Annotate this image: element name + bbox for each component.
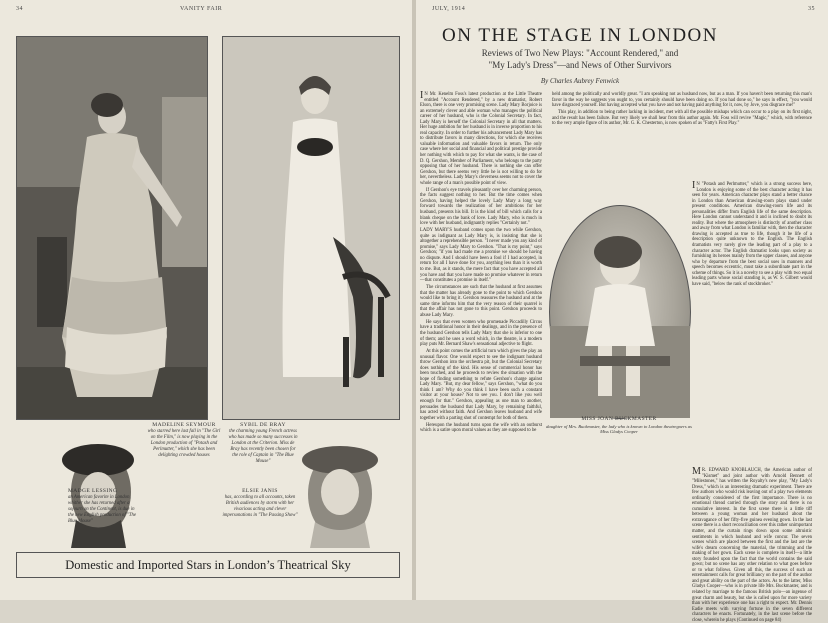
figure-joan-buckmaster (550, 206, 690, 418)
caption-text: daughter of Mrs. Buckmaster, the lady who is known to London theatregoers as Miss Gladys Cooper (546, 423, 692, 434)
photo-elsie-janis (300, 430, 398, 548)
paragraph: LADY MARY'S husband comes upon the two while Gershon, quite as indignant as Lady Mary is, is insisting that she is altogether a reprehensible person. "I never made you any kind of promise," says Lady Mary to Gershon. "That is my point," says Gershon; "if you had made me a promise we should be having no dispute. And I should have been a fool if I had accepted, in return for all I have done for you, anything less than it is worth to me. But, as it stands, the mere fact that you have accepted all you have and that you have made no promise whatever in return—that constitutes a promise in itself." (420, 228, 542, 284)
figure-madeline-seymour (17, 37, 207, 419)
right-folio-number: 35 (808, 6, 815, 12)
left-folio-number: 34 (16, 6, 23, 12)
figure-sybil-de-bray (223, 37, 399, 419)
caption-text: has, according to all accounts, taken British audiences by storm with her vivacious acting and clever impersonations in "The Passing Show" (222, 495, 298, 518)
caption-madge-lessing (68, 488, 138, 525)
caption-name: MADELINE SEYMOUR (152, 422, 216, 428)
photo-madeline-seymour (16, 36, 208, 420)
caption-text: an American favorite in London, whither she has returned after a sojourn on the Continent, is due in the new English production of "The Blue Mouse" (68, 495, 137, 524)
paragraph: I N "Potash and Perlmutter," which is a strong success here, London is enjoying some of the best character acting it has seen for years. American character plays stand a better chance in London than American drawing-room plays stand under present conditions. American drawing-room life and its personalities differ from English life of the same description. Here London cannot understand it and is inclined to doubt its reality. But where the atmosphere is distinctly of another class and away from what London is familiar with, then the character drawing is accepted as true to life, though it be life of a description quite unknown to the English. The English dramatists very rarely give the leading part of a play to a character actor. The English dramatist looks upon society as furnishing its heroes mainly from the upper classes, and anyone who by departure from the best social uses in manners and speech becomes eccentric, must take a subordinate part in the scheme of things. So it is a novelty to see a play with two equal leading parts whose social standing is, as W. S. Gilbert would have said, "below the rank of stockbroker." (692, 180, 812, 287)
paragraph: held among the politically and worldly great. "I am speaking not as husband now, but as a man. If you haven't been returning this man's favor in the way he suggests you ought to, you certainly should have been doing so. If you had done so," he says in effect, "you would have disgraced yourself. But having accepted what you have and not having paid anything for it, now, by Jove, you disgrace me!" (552, 92, 812, 109)
article-column-2-continued (552, 440, 684, 593)
article-subtitle (425, 47, 735, 71)
caption-text: who starred here last fall in "The Girl on the Film," is now playing in the London production of "Potash and Perlmutter," which she has been delighting crowded houses (147, 429, 221, 458)
left-page (0, 0, 412, 600)
left-page-title-banner: Domestic and Imported Stars in London’s Theatrical Sky (16, 552, 400, 578)
drop-cap: I (420, 90, 424, 101)
drop-cap: I (692, 180, 696, 191)
article-column-1 (420, 92, 542, 592)
caption-sybil-de-bray (228, 422, 298, 465)
article-column-2-right (692, 182, 812, 472)
paragraph: He says that even women who promenade Piccadilly Circus have a traditional honor in their dealings, and in the presence of the husband Gershon tells Lady Mary that she is inferior to one of them; and he uses a word which, in the theatre, is a modern play puts Mr. Bernard Shaw's sensational adjective to flight. (420, 319, 542, 348)
paragraph: I N Mr. Kenelm Foss's latest production at the Little Theatre entitled "Account Rendered," by a new dramatist, Robert Elson, there is one very promising scene. Lady Mary Borjoice is an extremely clever and able woman who manages the political career of her husband, who is the Colonial Secretary. In fact, Lady Mary is herself the Colonial Secretary in all that matters. Her huge ambition for her husband is in inverse proportion to his real capacity. In order to further his advancement Lady Mary has to distribute favors in many directions, for which she receives valuable information and valuable favors in return. The only case where her social and financial and political prestige provide her nothing with which to pay for what she wants, is the case of D. Q. Gershon, Member of Parliament, who belongs to the party opposing that of her husband. There is nothing she can offer Gershon, but there seems very little he is not willing to do for her, nevertheless. Lady Mary's cleverness seems not to cover the whole range of a man's possible point of view. (420, 90, 542, 186)
paragraph: This play, in addition to being rather lacking in incident, met with all the possible mishaps which can occur to a play on its first night, and the result has been failure. But very likely we shall hear from this author again. Mr. Foss will revive "Magic," which, with reference to the very ample figure of its author, Mr. G. K. Chesterton, is now spoken of as "Fatty's First Play." (552, 110, 812, 127)
paragraph: At this point comes the artificial turn which gives the play an unusual flavor. One would expect to see the indignant husband throw Gershon into the orchestra pit, but the Colonial Secretary does nothing of the kind. His sense of commercial honor has been touched, and he proceeds to review the situation with the hope of finding something to refute Gershon's charge against Lady Mary. "But, my dear fellow," says Gershon, "what do you think I am? Why do you think I have been such a constant visitor at your house? Not to see you. I don't like you well enough for that." Gershon, appealing as one man to another, persuades the husband that Lady Mary, by remaining faithful, has acted without faith. And Gershon leaves husband and wife together with a parting shot of contempt for both of them. (420, 349, 542, 421)
right-folio-date: JULY, 1914 (432, 6, 466, 12)
drop-cap: M (692, 466, 701, 477)
caption-name: ELSIE JANIS (242, 488, 278, 494)
subtitle-line-1: Reviews of Two New Plays: "Account Rendered," and (481, 48, 679, 58)
caption-madeline-seymour (146, 422, 222, 459)
caption-name: MADGE LESSING (68, 488, 118, 494)
left-folio-magazine: VANITY FAIR (180, 6, 223, 12)
oval-photo-caption (545, 417, 693, 435)
paragraph: Hereupon the husband turns upon the wife with an outburst which is a satire upon moral values as they are supposed to be (420, 422, 542, 434)
article-byline: By Charles Aubrey Fenwick (540, 77, 620, 85)
caption-name: SYBIL DE BRAY (240, 422, 286, 428)
paragraph: M R. EDWARD KNOBLAUCH, the American author of "Kismet" and joint author with Arnold Bennett of "Milestones," has written the Royalty's new play, "My Lady's Dress," which is an interesting dramatic experiment. There are few authors who would risk leaving out of a play two elements ordinarily considered of the first importance. There is no emotional thread carried through the story and there is no cumulative interest. In the first scene there is a little tiff between a young woman and her husband about the extravagance of her fifty-five guinea evening gown. In the last scene there is a short reconciliation over this rather unimportant matter, and the curtain rings down upon some altruistic sentiments in which husband and wife concur. The seven scenes which are placed between the first and the last are the wife's dream concerning the material, the trimming and the making of her gown. Each scene is complete in itself—a little story founded upon the fact that the world contains the said gown; but no scene has any other relation to what goes before or to what follows. Given all this, the success of such an entertainment calls for great brilliancy on the part of the author and great ability on the part of the actors. As to the latter, Miss Gladys Cooper—who is in private life Mrs. Buckmaster, and is related by marriage to the famous British polo—an ingenue of great charm and beauty, but she is called upon for more variety than with her experience one has a right to expect. Mr. Dennis Eadie meets with varying fortune in the seven different characters he enacts. Fortunately, in the last scene before the close, wherein he plays (Continued on page 84) (692, 466, 812, 623)
photo-sybil-de-bray (222, 36, 400, 420)
paragraph: If Gershon's eye travels pleasantly over her charming person, the facts suggest nothing to her. But the time comes when Gershon, having helped the lovely Lady Mary a long way forward towards the realization of her ambitions for her husband, presents his bill. It is the kind of bill which calls for a blank cheque on the bank of love. Lady Mary, who is much in love with her husband, indignantly replies "Certainly not." (420, 187, 542, 227)
caption-text: the charming young French actress who has made so many successes in London at the Criterion. Miss de Bray has recently been chosen for the role of Captain in "The Blue Mouse" (228, 429, 298, 464)
subtitle-line-2: "My Lady's Dress"—and News of Other Survivors (488, 60, 672, 70)
article-title: ON THE STAGE IN LONDON (442, 25, 718, 46)
caption-elsie-janis (222, 488, 298, 519)
article-column-2-bottom (692, 466, 812, 623)
caption-name: MISS JOAN BUCKMASTER (581, 416, 657, 422)
photo-joan-buckmaster (549, 205, 691, 419)
paragraph: The circumstances are such that the husband at first assumes that the matter has already gone to the point to which Gershon would like to bring it. Gershon reassures the husband and at the same time informs him that the very reason of their quarrel is that the affair has not gone to this point. Gershon proceeds to abuse Lady Mary. (420, 285, 542, 318)
figure-elsie-janis (300, 430, 398, 548)
